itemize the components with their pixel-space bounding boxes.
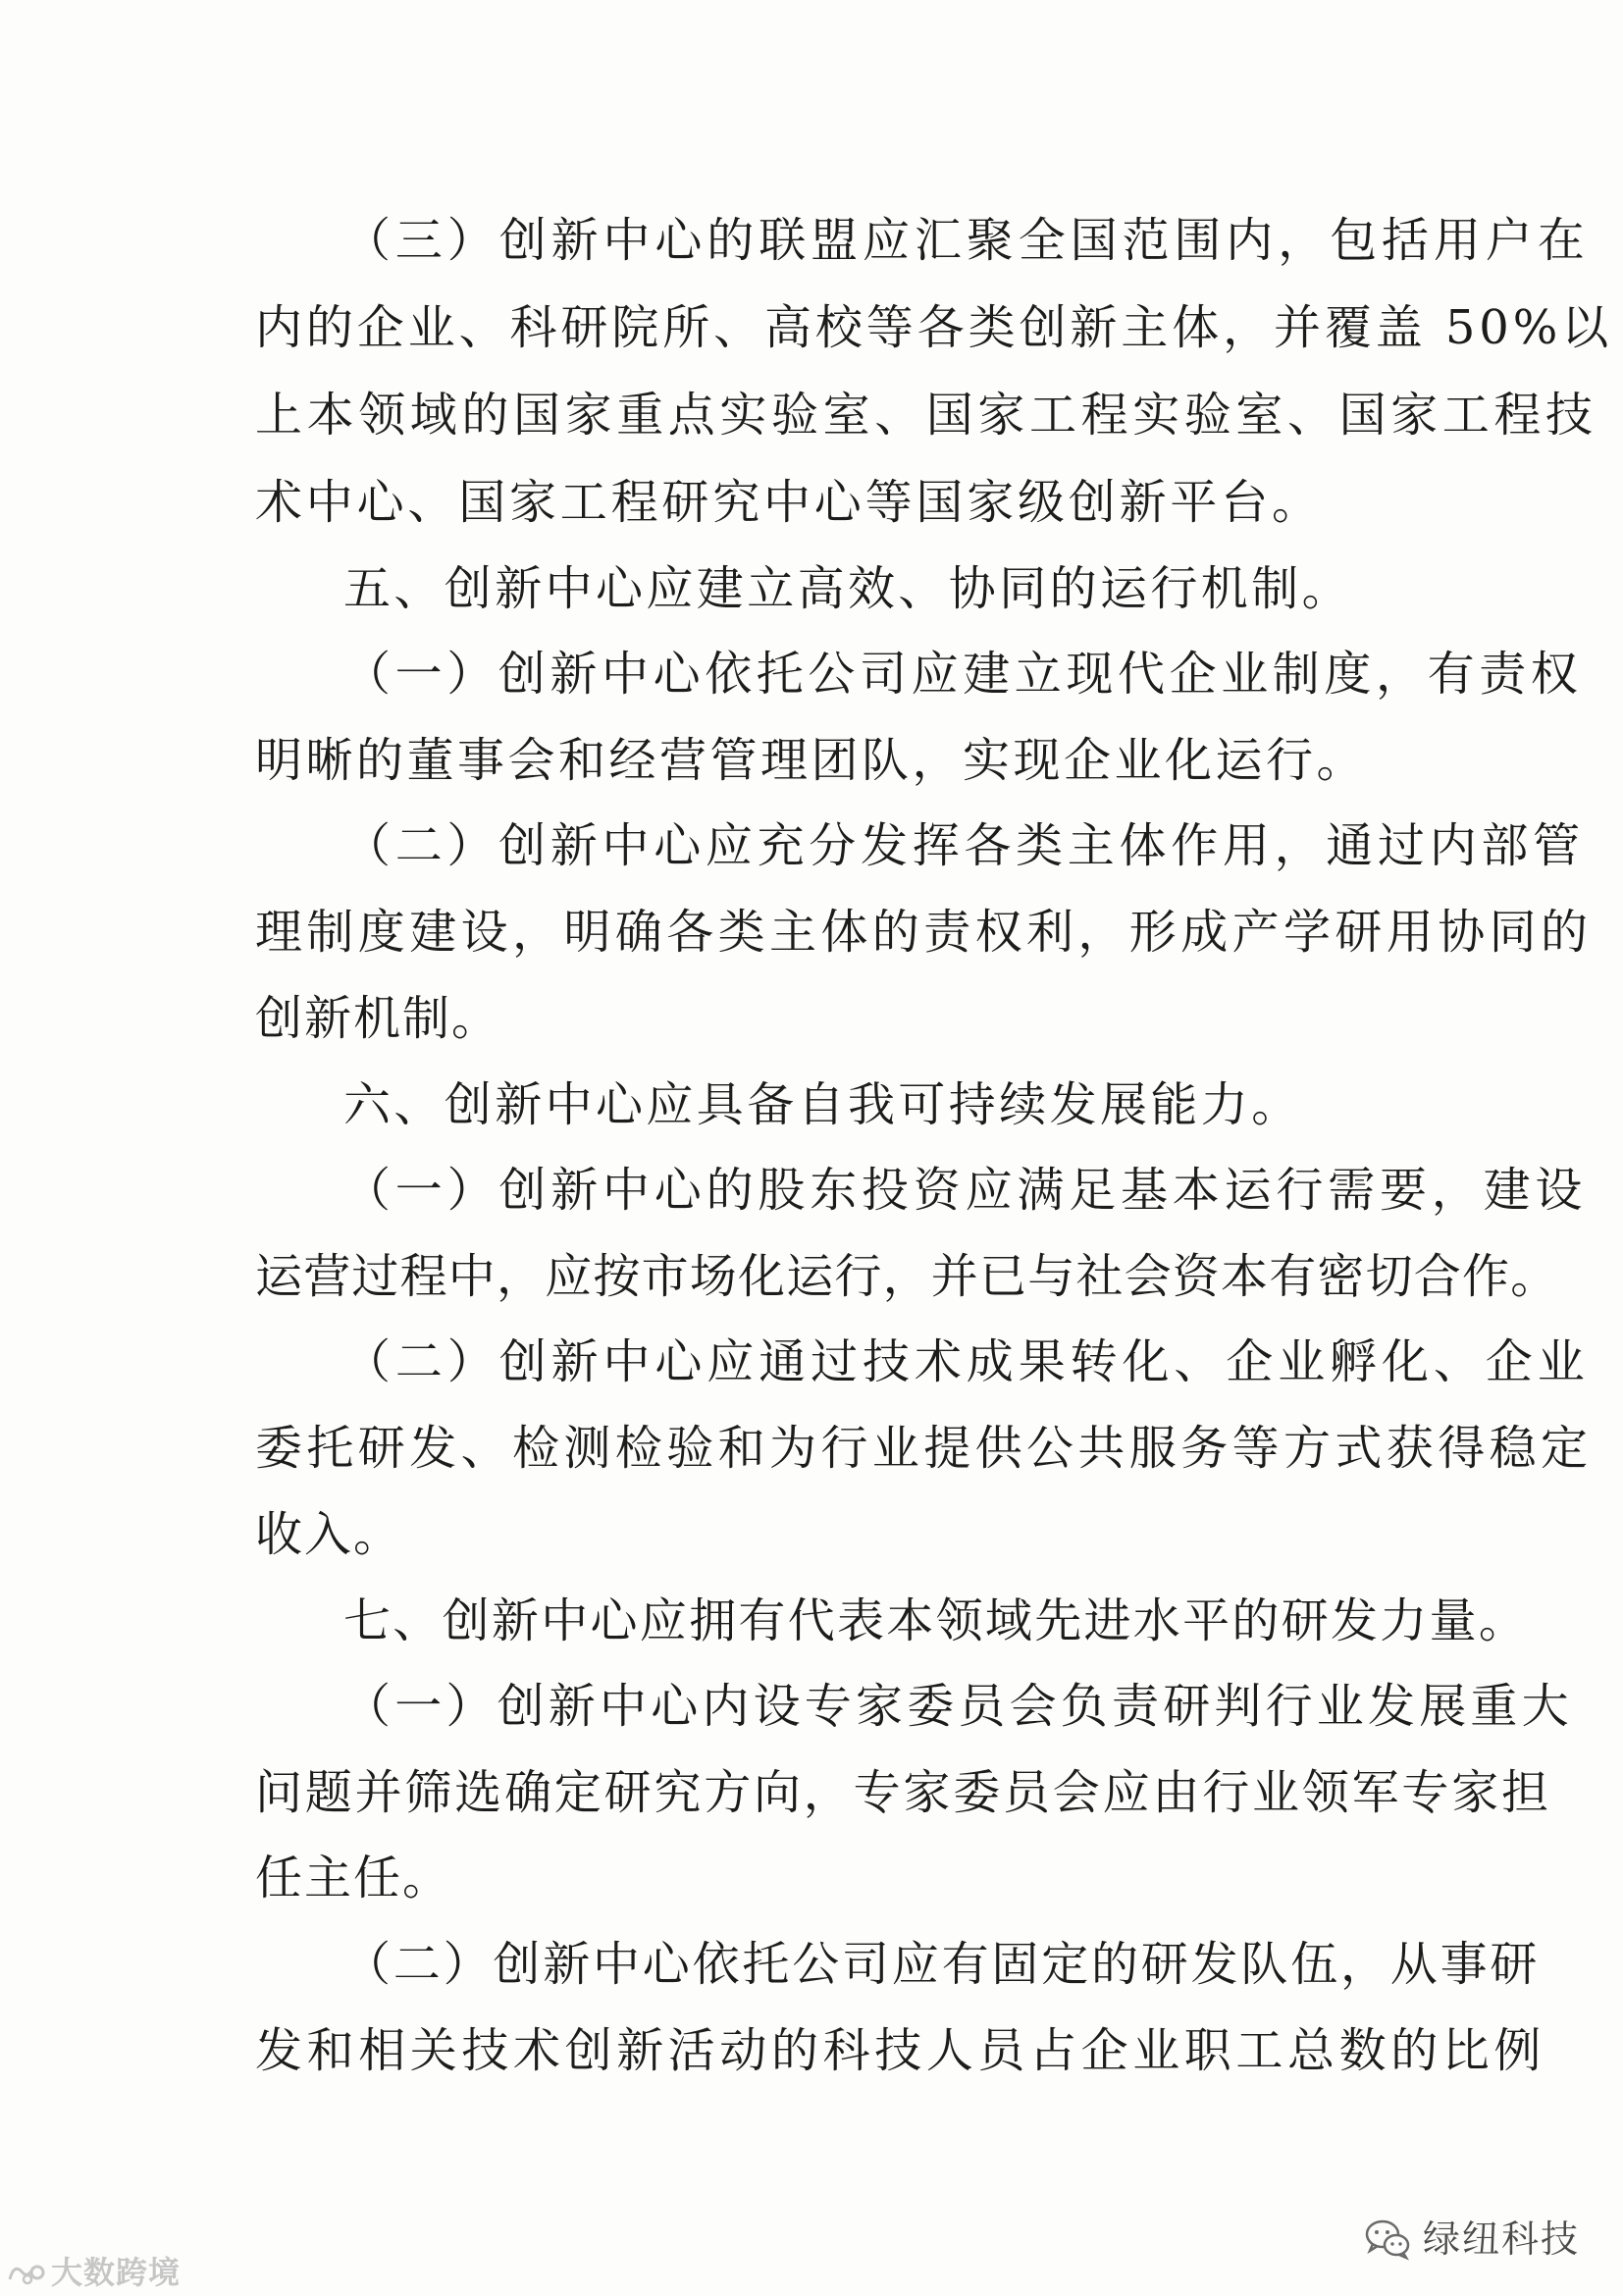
paragraph-line: 术中心、国家工程研究中心等国家级创新平台。 (255, 475, 1323, 530)
paragraph-line: （二）创新中心应通过技术成果转化、企业孵化、企业 (343, 1334, 1590, 1389)
datakuajing-logo-icon (6, 2258, 45, 2287)
paragraph-line: 问题并筛选确定研究方向，专家委员会应由行业领军专家担 (255, 1765, 1551, 1820)
paragraph-line: 上本领域的国家重点实验室、国家工程实验室、国家工程技 (255, 388, 1597, 443)
paragraph-line: 发和相关技术创新活动的科技人员占企业职工总数的比例 (255, 2023, 1546, 2078)
paragraph-line: （二）创新中心应充分发挥各类主体作用，通过内部管 (343, 818, 1585, 873)
paragraph-line: （一）创新中心的股东投资应满足基本运行需要，建设 (343, 1163, 1588, 1218)
paragraph-line: （一）创新中心依托公司应建立现代企业制度，有责权 (343, 647, 1583, 702)
paragraph-line: 明晰的董事会和经营管理团队，实现企业化运行。 (255, 733, 1368, 788)
watermark-left-text: 大数跨境 (51, 2254, 182, 2291)
watermark-right-text: 绿纽科技 (1423, 2218, 1581, 2261)
paragraph-line: （二）创新中心依托公司应有固定的研发队伍，从事研 (343, 1937, 1541, 1992)
wechat-logo-icon (1364, 2218, 1411, 2261)
paragraph-line: （一）创新中心内设专家委员会负责研判行业发展重大 (343, 1679, 1573, 1734)
watermark-right (1364, 2212, 1580, 2267)
section-heading: 五、创新中心应建立高效、协同的运行机制。 (343, 561, 1353, 616)
watermark-left (6, 2254, 181, 2291)
paragraph-line: 创新机制。 (255, 991, 501, 1046)
paragraph-line: 委托研发、检测检验和为行业提供公共服务等方式获得稳定 (255, 1421, 1593, 1476)
paragraph-line: 理制度建设，明确各类主体的责权利，形成产学研用协同的 (255, 905, 1593, 960)
section-heading: 七、创新中心应拥有代表本领域先进水平的研发力量。 (343, 1593, 1529, 1648)
paragraph-line: 任主任。 (255, 1851, 452, 1905)
paragraph-line: （三）创新中心的联盟应汇聚全国范围内，包括用户在 (343, 213, 1590, 268)
paragraph-line: 收入。 (255, 1507, 403, 1562)
section-heading: 六、创新中心应具备自我可持续发展能力。 (343, 1077, 1302, 1132)
paragraph-line: 运营过程中，应按市场化运行，并已与社会资本有密切合作。 (255, 1249, 1559, 1304)
paragraph-line: 内的企业、科研院所、高校等各类创新主体，并覆盖 50%以 (255, 300, 1613, 355)
